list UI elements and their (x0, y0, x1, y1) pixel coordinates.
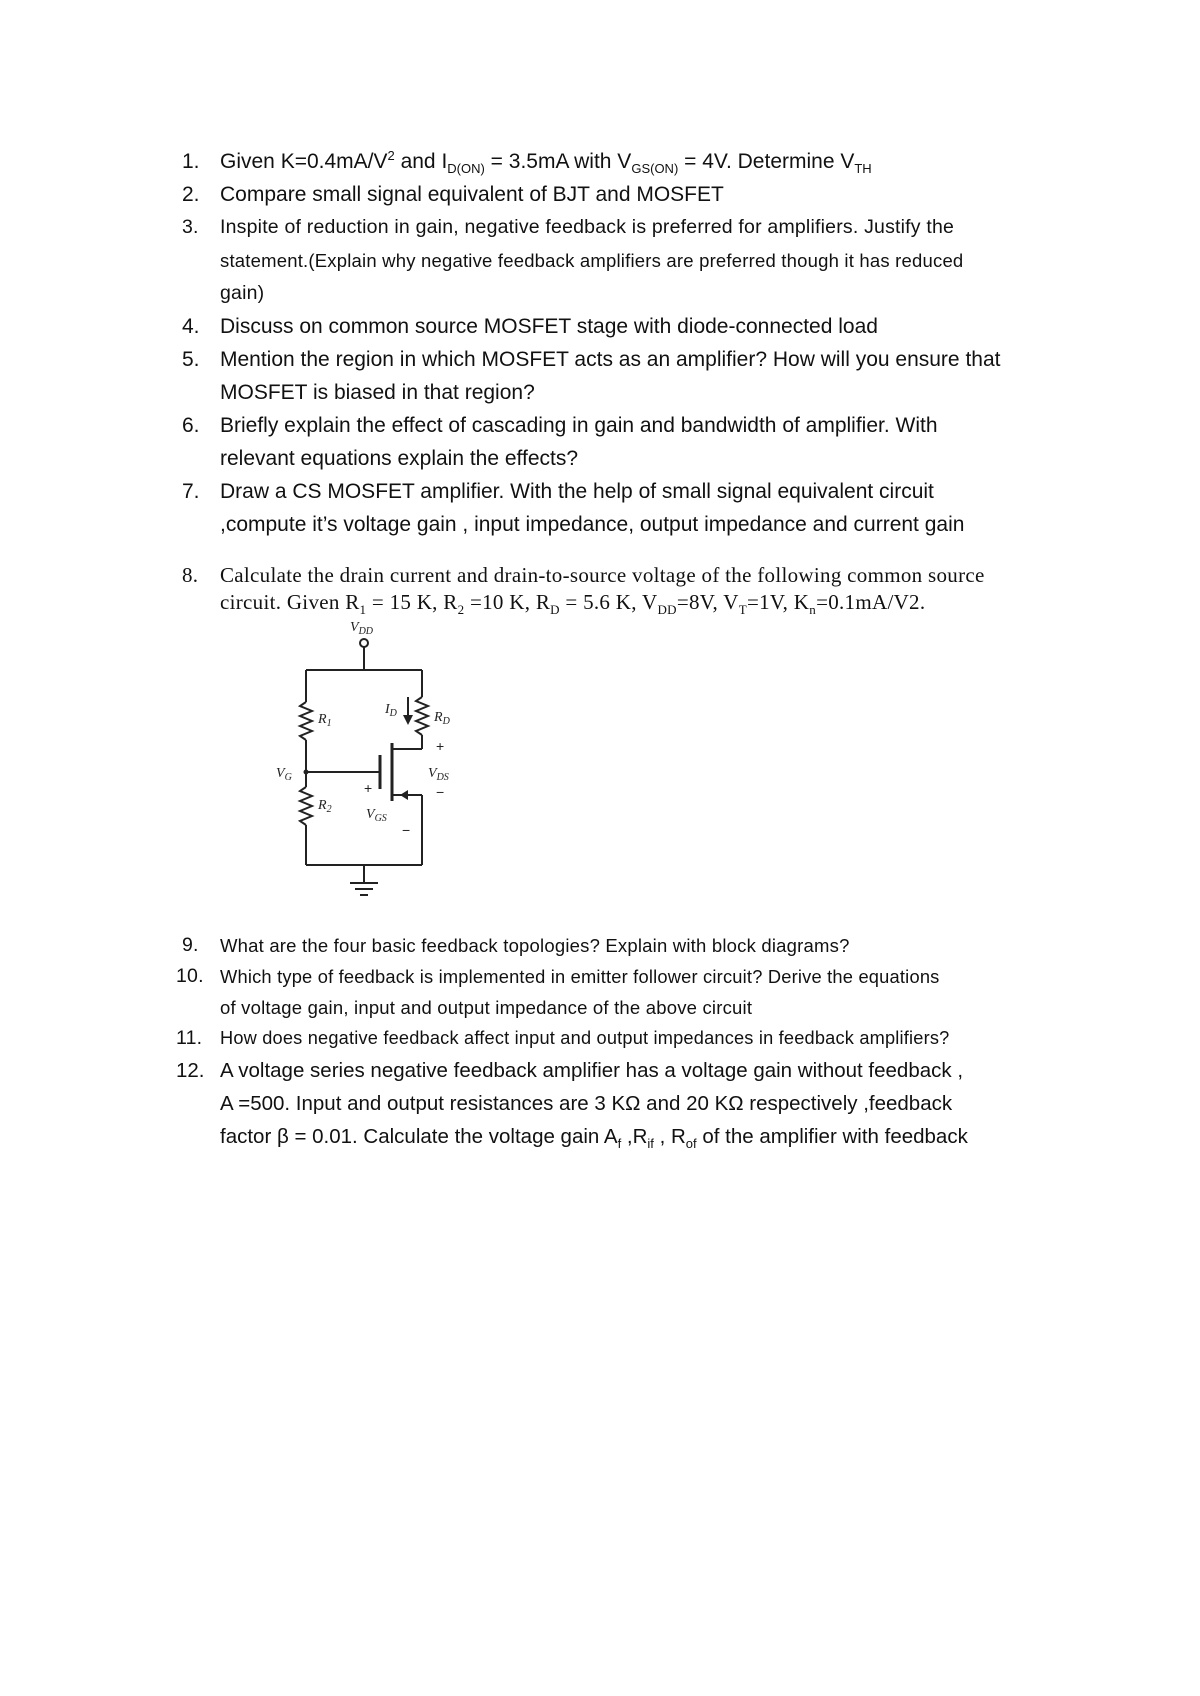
question-2 (182, 178, 1082, 211)
question-8 (182, 562, 1082, 616)
question-text-line: Inspite of reduction in gain, negative feedback is preferred for amplifiers. Justify the (220, 216, 955, 238)
question-text-line: A voltage series negative feedback amplifier has a voltage gain without feedback , (220, 1059, 964, 1082)
question-list-part2 (176, 930, 1102, 1054)
question-number: 12. (176, 1059, 205, 1082)
gate-node (304, 770, 309, 775)
question-1 (182, 145, 1082, 178)
resistor-rd (416, 697, 428, 735)
question-number: 3. (182, 216, 199, 238)
question-7 (182, 475, 1082, 541)
question-text: How does negative feedback affect input and output impedances in feedback amplifiers? (220, 1028, 950, 1048)
vdd-terminal (360, 639, 368, 647)
question-number: 8. (182, 563, 199, 587)
question-3 (182, 211, 1082, 310)
question-6 (182, 409, 1082, 475)
r1-label: $R_1$ (318, 712, 332, 729)
question-text: Discuss on common source MOSFET stage with diode-connected load (220, 315, 878, 338)
question-text-line: Calculate the drain current and drain-to-source voltage of the following common source (220, 563, 985, 587)
vds-label: $V_{DS}$ (428, 766, 449, 783)
question-number: 10. (176, 965, 204, 987)
question-text-line: statement.(Explain why negative feedback amplifiers are preferred though it has reduced (220, 250, 964, 271)
vgs-label: $V_{GS}$ (366, 807, 387, 824)
question-number: 5. (182, 348, 200, 371)
question-11 (176, 1023, 1102, 1054)
r2-label: $R_2$ (318, 798, 332, 815)
vds-plus: + (436, 738, 445, 754)
question-text: Compare small signal equivalent of BJT and MOSFET (220, 183, 724, 206)
question-text-line: factor β = 0.01. Calculate the voltage gain $A_f$ $,R_{if}$ , $R_{of}$ of the amplifier with feedback (220, 1125, 968, 1152)
question-text-line: Mention the region in which MOSFET acts as an amplifier? How will you ensure that (220, 348, 1001, 371)
question-number: 11. (176, 1027, 203, 1049)
source-arrow-icon (400, 790, 408, 800)
question-text: Given $K=0.4mA/V^2$ and $I_{D(ON)} = 3.5mA$ with $V_{GS(ON)} = 4V$. Determine $V_{TH}$ (220, 148, 872, 177)
question-text-line: A =500. Input and output resistances are 3 KΩ and 20 KΩ respectively ,feedback (220, 1092, 953, 1115)
question-text-line: MOSFET is biased in that region? (220, 381, 535, 404)
question-text-line: Draw a CS MOSFET amplifier. With the help of small signal equivalent circuit (220, 480, 934, 503)
rd-label: $R_D$ (434, 710, 450, 727)
question-text-line: Which type of feedback is implemented in emitter follower circuit? Derive the equations (220, 966, 940, 987)
id-arrow-icon (403, 715, 413, 725)
common-source-circuit-diagram (270, 615, 470, 915)
id-label: $I_D$ (385, 702, 397, 719)
vgs-plus: + (364, 780, 373, 796)
vgs-minus: − (402, 822, 411, 838)
question-number: 9. (182, 934, 199, 956)
question-list-part1 (182, 145, 1082, 541)
question-text-line: relevant equations explain the effects? (220, 447, 579, 470)
vdd-label: $V_{DD}$ (350, 620, 374, 637)
question-text: What are the four basic feedback topologies? Explain with block diagrams? (220, 935, 850, 956)
question-5 (182, 343, 1082, 409)
question-number: 7. (182, 480, 200, 503)
question-12 (176, 1054, 1120, 1153)
question-text-line: circuit. Given $R_1 = 15$ K, $R_2 =10$ K, $R_D = 5.6$ K, $V_{DD}=8V$, $V_T=1V$, $K_n=0.1mA/V2$. (220, 590, 926, 618)
resistor-r1 (300, 702, 312, 740)
question-text-line: ,compute it’s voltage gain , input impedance, output impedance and current gain (220, 513, 965, 536)
question-number: 4. (182, 315, 200, 338)
question-10 (176, 961, 1102, 1023)
question-4 (182, 310, 1082, 343)
question-text-line: gain) (220, 282, 265, 304)
vds-minus: − (436, 784, 445, 800)
vg-label: $V_G$ (276, 766, 292, 783)
resistor-r2 (300, 787, 312, 825)
question-9 (182, 930, 1102, 961)
question-text-line: of voltage gain, input and output impedance of the above circuit (220, 997, 753, 1018)
question-number: 6. (182, 414, 200, 437)
question-number: 2. (182, 183, 200, 206)
question-text-line: Briefly explain the effect of cascading in gain and bandwidth of amplifier. With (220, 414, 938, 437)
question-number: 1. (182, 150, 200, 173)
